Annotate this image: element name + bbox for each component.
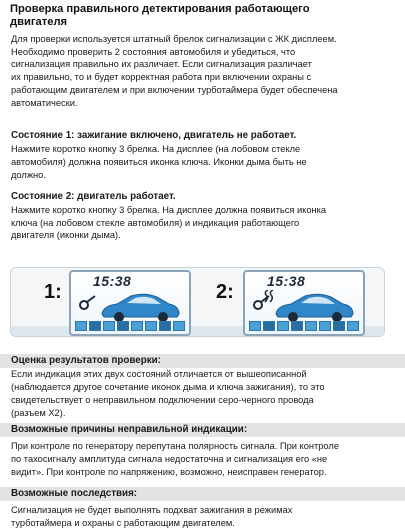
intro-line: сигнализация правильно их различает. Если сигнализация различает (11, 59, 312, 69)
lcd-status-icons (75, 321, 185, 331)
results-line: Если индикация этих двух состояний отличается от вышеописанной (11, 369, 307, 379)
intro-line: их правильно, то и будет корректная работа при включении охраны с (11, 72, 312, 82)
title-line: двигателя (10, 16, 68, 28)
state1-heading: Состояние 1: зажигание включено, двигатель не работает. (11, 130, 297, 141)
intro-line: автоматически. (11, 98, 78, 108)
lcd-time: 15:38 (267, 273, 306, 289)
consequences-heading: Возможные последствия: (11, 488, 138, 499)
consequences-line: турботаймера и охраны с работающим двигателем. (11, 518, 235, 528)
results-line: (разъем X2). (11, 408, 66, 418)
status-icon (75, 321, 87, 331)
status-icon (249, 321, 261, 331)
display-label: 1: (44, 281, 62, 303)
intro-line: Необходимо проверить 2 состояния автомобиля и убедиться, что (11, 47, 296, 57)
results-heading: Оценка результатов проверки: (11, 355, 161, 366)
status-icon (319, 321, 331, 331)
status-icon (89, 321, 101, 331)
lcd-display-1 (69, 270, 191, 336)
state1-line: Нажмите коротко кнопку 3 брелка. На дисплее (на лобовом стекле (11, 144, 301, 154)
title-line: Проверка правильного детектирования работающего (10, 3, 310, 15)
results-line: свидетельствует о неправильном подключении серо-черного провода (11, 395, 314, 405)
state2-line: Нажмите коротко кнопку 3 брелка. На дисплее должна появиться иконка (11, 205, 327, 215)
key-icon (77, 294, 99, 312)
intro-line: работающим двигателем и при включении турботаймера будет обеспечена (11, 85, 338, 95)
lcd-illustration-panel (10, 267, 385, 337)
causes-line: по тахосигналу амплитуда сигнала недостаточна и сигнализация его «не (11, 454, 328, 464)
status-icon (333, 321, 345, 331)
lcd-time: 15:38 (93, 273, 132, 289)
causes-line: видит». При контроле по напряжению, возможно, неисправен генератор. (11, 467, 327, 477)
lcd-status-icons (249, 321, 359, 331)
state2-line: ключа (на лобовом стекле автомобиля) и индикация работающего (11, 218, 300, 228)
state2-line: двигателя (иконки дыма). (11, 230, 121, 240)
status-icon (103, 321, 115, 331)
results-line: (наблюдается другое сочетание иконок дыма и ключа зажигания), то это (11, 382, 325, 392)
status-icon (117, 321, 129, 331)
status-icon (159, 321, 171, 331)
car-icon (99, 292, 181, 322)
intro-line: Для проверки используется штатный брелок сигнализации с ЖК дисплеем. (11, 34, 337, 44)
status-icon (277, 321, 289, 331)
status-icon (173, 321, 185, 331)
display-label: 2: (216, 281, 234, 303)
causes-line: При контроле по генератору перепутана полярность сигнала. При контроле (11, 441, 339, 451)
causes-heading: Возможные причины неправильной индикации: (11, 424, 248, 435)
status-icon (291, 321, 303, 331)
page-title (10, 3, 310, 29)
status-icon (145, 321, 157, 331)
state2-heading: Состояние 2: двигатель работает. (11, 191, 176, 202)
status-icon (263, 321, 275, 331)
status-icon (131, 321, 143, 331)
car-icon (273, 292, 355, 322)
status-icon (305, 321, 317, 331)
status-icon (347, 321, 359, 331)
state1-line: должно. (11, 170, 46, 180)
state1-line: автомобиля) должна появиться иконка ключа. Иконки дыма быть не (11, 157, 307, 167)
lcd-display-2 (243, 270, 365, 336)
consequences-line: Сигнализация не будет выполнять подхват зажигания в режимах (11, 505, 293, 515)
